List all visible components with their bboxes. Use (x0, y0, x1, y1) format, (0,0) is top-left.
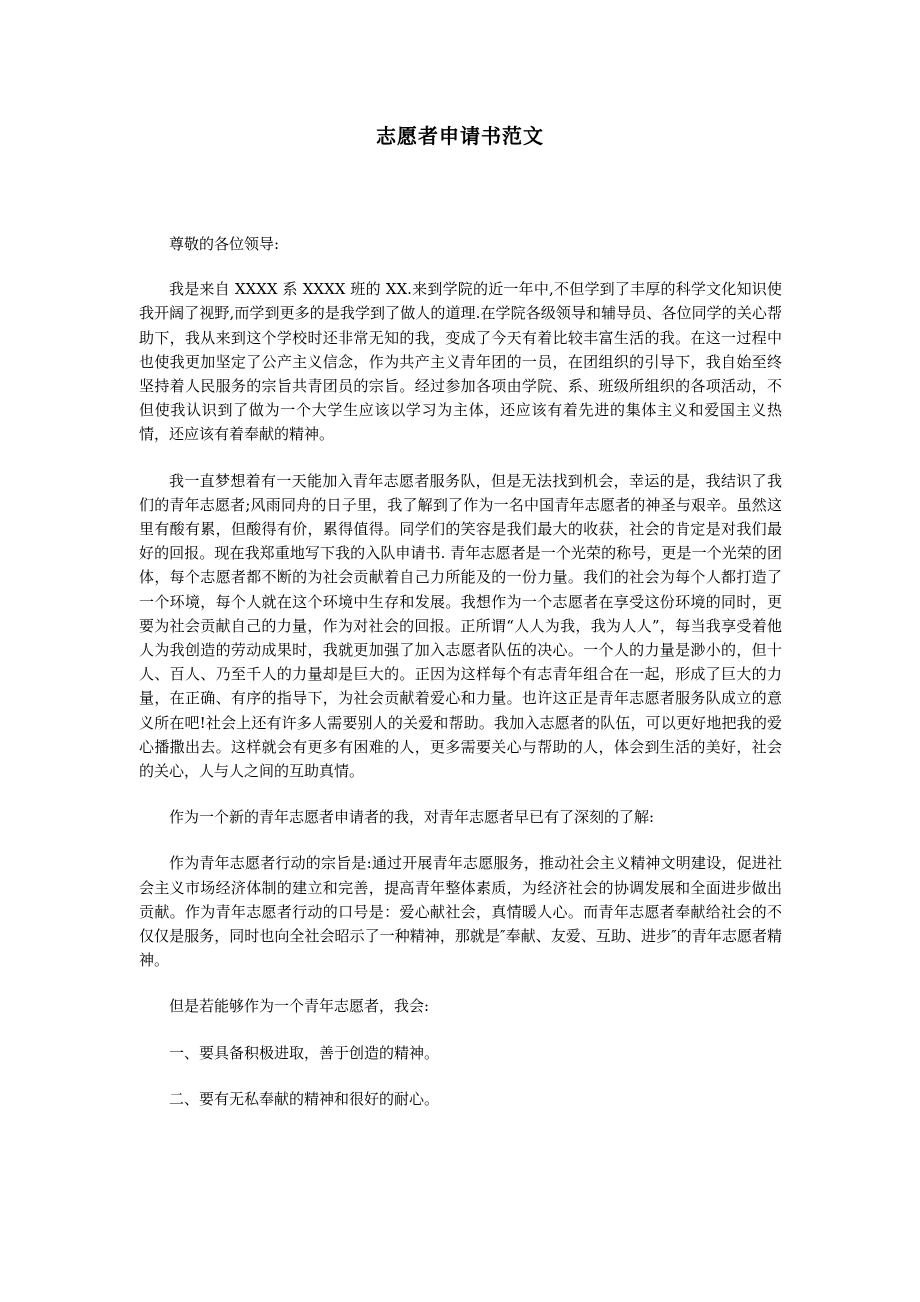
document-body (139, 232, 782, 1133)
salutation-paragraph: 尊敬的各位领导: (169, 235, 280, 253)
motivation-paragraph: 我一直梦想着有一天能加入青年志愿者服务队，但是无法找到机会，幸运的是，我结识了我们的青年志愿者;风雨同舟的日子里，我了解到了作为一名中国青年志愿者的神圣与艰辛。虽然这里有酸有累，但酸得有价，累得值得。同学们的笑容是我们最大的收获，社会的肯定是对我们最好的回报。现在我郑重地写下我的入队申请书. 青年志愿者是一个光荣的称号，更是一个光荣的团体，每个志愿者都不断的为社会贡献着自己力所能及的一份力量。我们的社会为每个人都打造了一个环境，每个人就在这个环境中生存和发展。我想作为一个志愿者在享受这份环境的同时，更要为社会贡献自己的力量，作为对社会的回报。正所谓“人人为我，我为人人”，每当我享受着他人为我创造的劳动成果时，我就更加强了加入志愿者队伍的决心。一个人的力量是渺小的，但十人、百人、乃至千人的力量却是巨大的。正因为这样每个有志青年组合在一起，形成了巨大的力量，在正确、有序的指导下，为社会贡献着爱心和力量。也许这正是青年志愿者服务队成立的意义所在吧!社会上还有许多人需要别人的关爱和帮助。我加入志愿者的队伍，可以更好地把我的爱心播撒出去。这样就会有更多有困难的人，更多需要关心与帮助的人，体会到生活的美好，社会的关心，人与人之间的互助真情。 (139, 471, 782, 781)
commitment-item-2: 二、要有无私奉献的精神和很好的耐心。 (169, 1089, 440, 1108)
document-title: 志愿者申请书范文 (376, 124, 544, 148)
commitment-item-1: 一、要具备积极进取，善于创造的精神。 (169, 1043, 440, 1062)
introduction-paragraph: 我是来自 XXXX 系 XXXX 班的 XX.来到学院的近一年中,不但学到了丰厚的科学文化知识使我开阔了视野,而学到更多的是我学到了做人的道理.在学院各级领导和辅导员、各位同学的关心帮助下，我从来到这个学校时还非常无知的我，变成了今天有着比较丰富生活的我。在这一过程中也使我更加坚定了公产主义信念，作为共产主义青年团的一员，在团组织的引导下，我自始至终坚持着人民服务的宗旨共青团员的宗旨。经过参加各项由学院、系、班级所组织的各项活动，不但使我认识到了做为一个大学生应该以学习为主体，还应该有着先进的集体主义和爱国主义热情，还应该有着奉献的精神。 (139, 280, 782, 444)
purpose-paragraph: 作为青年志愿者行动的宗旨是:通过开展青年志愿服务，推动社会主义精神文明建设，促进社会主义市场经济体制的建立和完善，提高青年整体素质，为经济社会的协调发展和全面进步做出贡献。作为青年志愿者行动的口号是：爱心献社会，真情暖人心。而青年志愿者奉献给社会的不仅仅是服务，同时也向全社会昭示了一种精神，那就是″奉献、友爱、互助、进步″的青年志愿者精神。 (139, 854, 782, 970)
understanding-paragraph: 作为一个新的青年志愿者申请者的我，对青年志愿者早已有了深刻的了解: (169, 808, 655, 827)
commitment-intro-paragraph: 但是若能够作为一个青年志愿者，我会: (169, 997, 430, 1016)
